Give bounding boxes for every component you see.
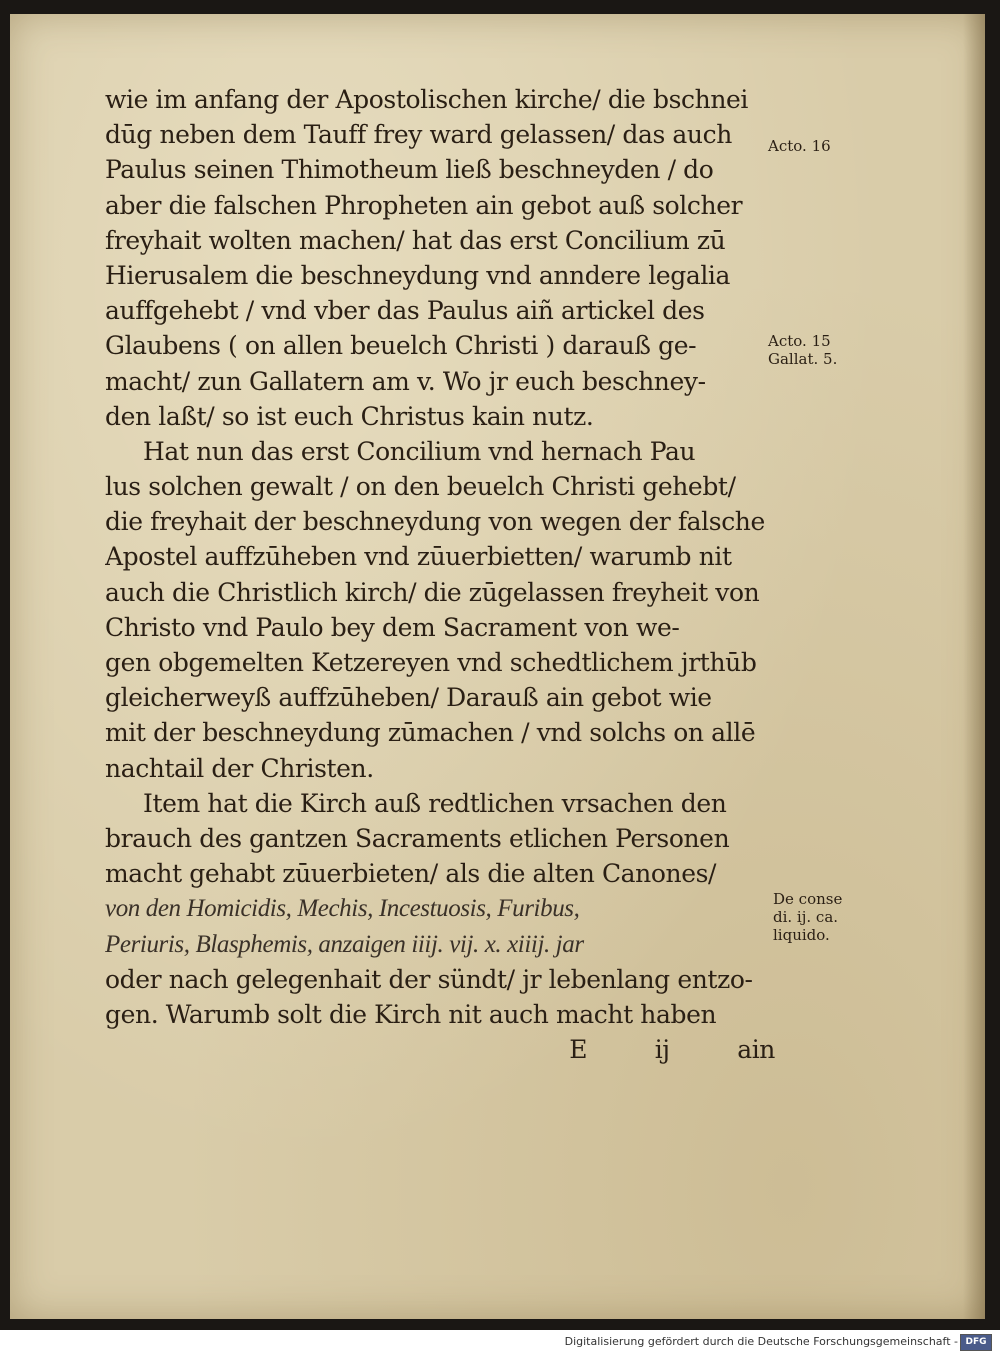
text-line: brauch des gantzen Sacraments etlichen Personen bbox=[105, 823, 730, 853]
text-line: Christo vnd Paulo bey dem Sacrament von we- bbox=[105, 612, 680, 642]
text-line: Hierusalem die beschneydung vnd anndere legalia bbox=[105, 260, 731, 290]
margin-note-text: di. ij. ca. bbox=[773, 908, 839, 926]
text-line: gen obgemelten Ketzereyen vnd schedtlichem jrthūb bbox=[105, 648, 757, 677]
text-line: dūg neben dem Tauff frey ward gelassen/ das auch bbox=[105, 120, 732, 150]
text-line: freyhait wolten machen/ hat das erst Concilium zū bbox=[105, 225, 726, 255]
margin-note-text: De conse bbox=[773, 890, 843, 908]
text-line: den laßt/ so ist euch Christus kain nutz. bbox=[105, 401, 594, 431]
text-line: nachtail der Christen. bbox=[105, 753, 374, 783]
margin-note-text: Acto. 15 bbox=[768, 332, 831, 350]
text-line: aber die falschen Phropheten ain gebot auß solcher bbox=[105, 190, 743, 220]
leaf-number: ij bbox=[654, 1035, 670, 1065]
margin-note-acts-16 bbox=[768, 137, 831, 155]
main-text-block bbox=[105, 82, 785, 1067]
paragraph-start-line: Item hat die Kirch auß redtlichen vrsachen den bbox=[143, 788, 727, 818]
text-line: Apostel auffzūheben vnd zūuerbietten/ warumb nit bbox=[105, 542, 732, 572]
margin-note-text: Acto. 16 bbox=[768, 137, 831, 155]
text-line: auch die Christlich kirch/ die zūgelassen freyheit von bbox=[105, 577, 760, 607]
book-page bbox=[10, 14, 985, 1319]
text-line: macht gehabt zūuerbieten/ als die alten Canones/ bbox=[105, 859, 717, 889]
text-line-latin: von den Homicidis, Mechis, Incestuosis, Furibus, bbox=[105, 895, 580, 923]
text-line: auffgehebt / vnd vber das Paulus aiñ artickel des bbox=[105, 296, 705, 326]
margin-note-de-consecratione bbox=[773, 890, 842, 944]
text-line: gen. Warumb solt die Kirch nit auch macht haben bbox=[105, 999, 717, 1029]
signature-line bbox=[105, 1032, 785, 1067]
text-line: gleicherweyß auffzūheben/ Darauß ain gebot wie bbox=[105, 683, 712, 713]
page-edge-shadow bbox=[963, 14, 985, 1319]
margin-note-text: Gallat. 5. bbox=[768, 350, 838, 368]
paragraph-start-line: Hat nun das erst Concilium vnd hernach Pau bbox=[143, 436, 696, 466]
text-line: die freyhait der beschneydung von wegen der falsche bbox=[105, 507, 765, 537]
footer-bar bbox=[0, 1330, 1000, 1354]
text-line: wie im anfang der Apostolischen kirche/ die bschnei bbox=[105, 85, 749, 114]
margin-note-text: liquido. bbox=[773, 926, 830, 944]
dfg-logo: DFG bbox=[960, 1334, 992, 1351]
text-line: oder nach gelegenhait der sündt/ jr lebenlang entzo- bbox=[105, 964, 753, 994]
funding-credit: Digitalisierung gefördert durch die Deutsche Forschungsgemeinschaft - bbox=[564, 1335, 958, 1348]
catchword: ain bbox=[737, 1035, 775, 1065]
text-line: mit der beschneydung zūmachen / vnd solchs on allē bbox=[105, 718, 756, 748]
text-line: Glaubens ( on allen beuelch Christi ) darauß ge- bbox=[105, 331, 697, 361]
text-line: lus solchen gewalt / on den beuelch Christi gehebt/ bbox=[105, 472, 736, 502]
text-line-latin: Periuris, Blasphemis, anzaigen iiij. vij. x. xiiij. jar bbox=[105, 930, 584, 958]
signature-mark: E bbox=[569, 1035, 588, 1065]
text-line: Paulus seinen Thimotheum ließ beschneyden / do bbox=[105, 155, 714, 185]
margin-note-acts-15-galatians bbox=[768, 332, 837, 368]
text-line: macht/ zun Gallatern am v. Wo jr euch beschney- bbox=[105, 366, 706, 396]
